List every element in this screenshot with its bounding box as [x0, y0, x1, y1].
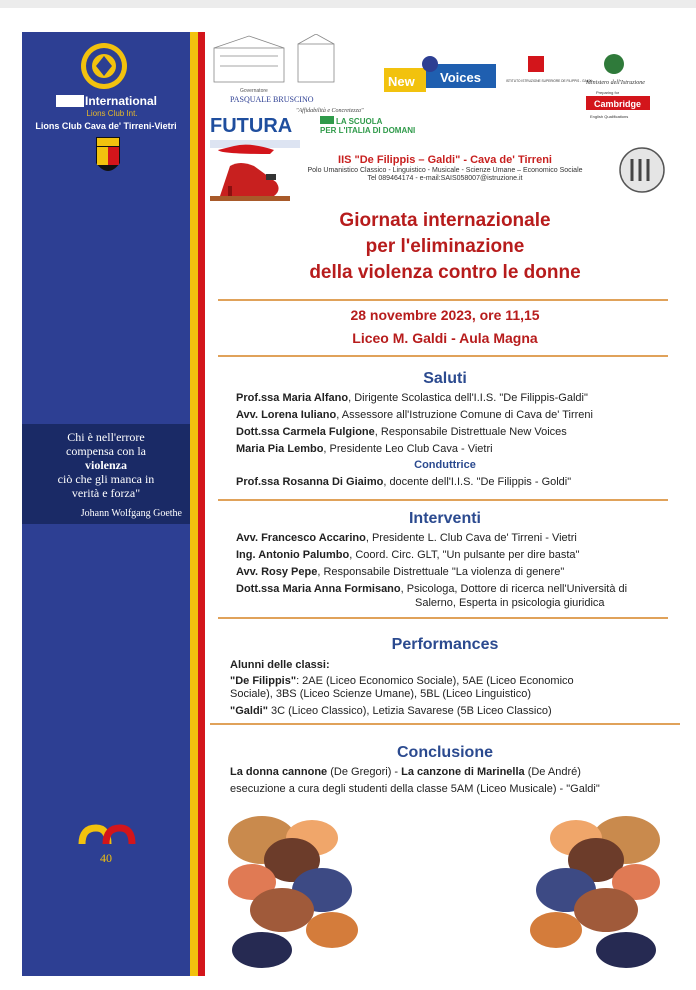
- performances-title: Performances: [391, 636, 499, 653]
- interventi-row: Dott.ssa Maria Anna Formisano, Psicologa, Dottore di ricerca nell'Università di: [236, 583, 628, 595]
- event-place: Liceo M. Galdi - Aula Magna: [352, 330, 538, 346]
- exec-row: esecuzione a cura degli studenti della classe 5AM (Liceo Musicale) - "Galdi": [230, 783, 600, 795]
- saluti-row: Prof.ssa Maria Alfano, Dirigente Scolastica dell'I.I.S. "De Filippis-Galdi": [236, 392, 588, 404]
- songs-row: La donna cannone (De Gregori) - La canzone di Marinella (De André): [230, 766, 581, 778]
- lions-club-name: Lions Club Cava de' Tirreni-Vietri: [35, 121, 177, 131]
- flag-stripe-red: [198, 32, 205, 976]
- futura-flag-icon: [320, 116, 334, 124]
- quote-line: compensa con la: [66, 444, 146, 458]
- school-contact: Tel 089464174 - e-mail:SAIS058007@istruzione.it: [367, 175, 523, 182]
- conduttrice-row: Prof.ssa Rosanna Di Giaimo, docente dell'I.I.S. "De Filippis - Goldi": [236, 476, 572, 488]
- de-filippis-row-cont: Sociale), 3BS (Liceo Scienze Umane), 5BL (Liceo Linguistico): [230, 688, 532, 700]
- saluti-row: Avv. Lorena Iuliano, Assessore all'Istruzione Comune di Cava de' Tirreni: [236, 409, 593, 421]
- title-line: della violenza contro le donne: [309, 262, 581, 283]
- lions-sub-label: Lions Club Int.: [86, 109, 138, 118]
- governor-label: Governatore: [240, 88, 268, 94]
- conduttrice-title: Conduttrice: [414, 459, 476, 471]
- goethe-quote: [22, 424, 190, 524]
- quote-bold-word: violenza: [85, 458, 127, 472]
- lions-intl-label: International: [85, 94, 158, 108]
- saluti-row: Maria Pia Lembo, Presidente Leo Club Cava - Vietri: [236, 443, 493, 455]
- quote-author: Johann Wolfgang Goethe: [80, 508, 182, 519]
- cambridge-label: Cambridge: [594, 99, 642, 109]
- divider: [218, 617, 668, 619]
- flag-stripe-yellow: [190, 32, 198, 976]
- divider: [218, 299, 668, 301]
- futura-sub2: PER L'ITALIA DI DOMANI: [320, 126, 416, 135]
- interventi-row: Avv. Francesco Accarino, Presidente L. Club Cava de' Tirreni - Vietri: [236, 532, 577, 544]
- futura-logo: FUTURA: [210, 115, 293, 137]
- cambridge-prep: Preparing for: [596, 90, 620, 95]
- italy-emblem-icon: [604, 54, 624, 74]
- interventi-row: Avv. Rosy Pepe, Responsabile Distrettuale "La violenza di genere": [236, 566, 565, 578]
- divider: [218, 499, 668, 501]
- cambridge-sub: English Qualifications: [590, 114, 629, 119]
- title-line: Giornata internazionale: [339, 210, 551, 231]
- event-title: [210, 208, 680, 286]
- quote-line: ciò che gli manca in: [57, 472, 155, 486]
- leo-shield-icon: [94, 135, 122, 179]
- redaction-bar: [56, 95, 84, 107]
- interventi-row: Ing. Antonio Palumbo, Coord. Circ. GLT, "Un pulsante per dire basta": [236, 549, 580, 561]
- saluti-title: Saluti: [423, 370, 467, 387]
- buildings-sketch-icon: [214, 34, 334, 82]
- school-name: IIS "De Filippis – Galdi" - Cava de' Tirreni: [338, 154, 552, 166]
- divider: [210, 723, 680, 725]
- conclusione-title: Conclusione: [396, 744, 493, 761]
- header-logos: [210, 34, 680, 154]
- voices-label: Voices: [440, 70, 481, 85]
- futura-sub1: LA SCUOLA: [336, 117, 383, 126]
- divider: [218, 355, 668, 357]
- governor-motto: "Affidabilità e Concretezza": [296, 108, 364, 114]
- quote-line: Chi è nell'errore: [67, 430, 145, 444]
- governor-name: PASQUALE BRUSCINO: [230, 95, 314, 104]
- anniv-number: 40: [100, 851, 112, 865]
- school-addresses: Polo Umanistico Classico - Linguistico - Musicale - Scienze Umane – Economico Sociale: [307, 167, 583, 174]
- saluti-row: Dott.ssa Carmela Fulgione, Responsabile Distrettuale New Voices: [236, 426, 567, 438]
- anniversary-logo-icon: [78, 822, 136, 870]
- women-faces-right-illustration: [516, 800, 668, 972]
- galdi-row: "Galdi" 3C (Liceo Classico), Letizia Savarese (5B Liceo Classico): [230, 705, 552, 717]
- de-filippis-row: "De Filippis": 2AE (Liceo Economico Sociale), 5AE (Liceo Economico: [230, 675, 574, 687]
- lions-international: [56, 94, 168, 108]
- title-line: per l'eliminazione: [365, 236, 525, 257]
- quote-line: verità e forza": [71, 486, 141, 500]
- interventi-row-cont: Salerno, Esperta in psicologia giuridica: [415, 597, 605, 609]
- new-label: New: [388, 74, 415, 89]
- ministero-label: Ministero dell'Istruzione: [586, 80, 645, 86]
- interventi-title: Interventi: [408, 510, 481, 527]
- istituto-mini-label: ISTITUTO ISTRUZIONE SUPERIORE DE FILIPPIS - GALDI: [506, 79, 592, 83]
- performances-intro: Alunni delle classi:: [230, 659, 330, 671]
- istituto-crest-icon: [528, 56, 544, 72]
- event-date: 28 novembre 2023, ore 11,15: [350, 307, 540, 323]
- women-faces-left-illustration: [222, 800, 372, 972]
- lions-logo-icon: [80, 42, 128, 90]
